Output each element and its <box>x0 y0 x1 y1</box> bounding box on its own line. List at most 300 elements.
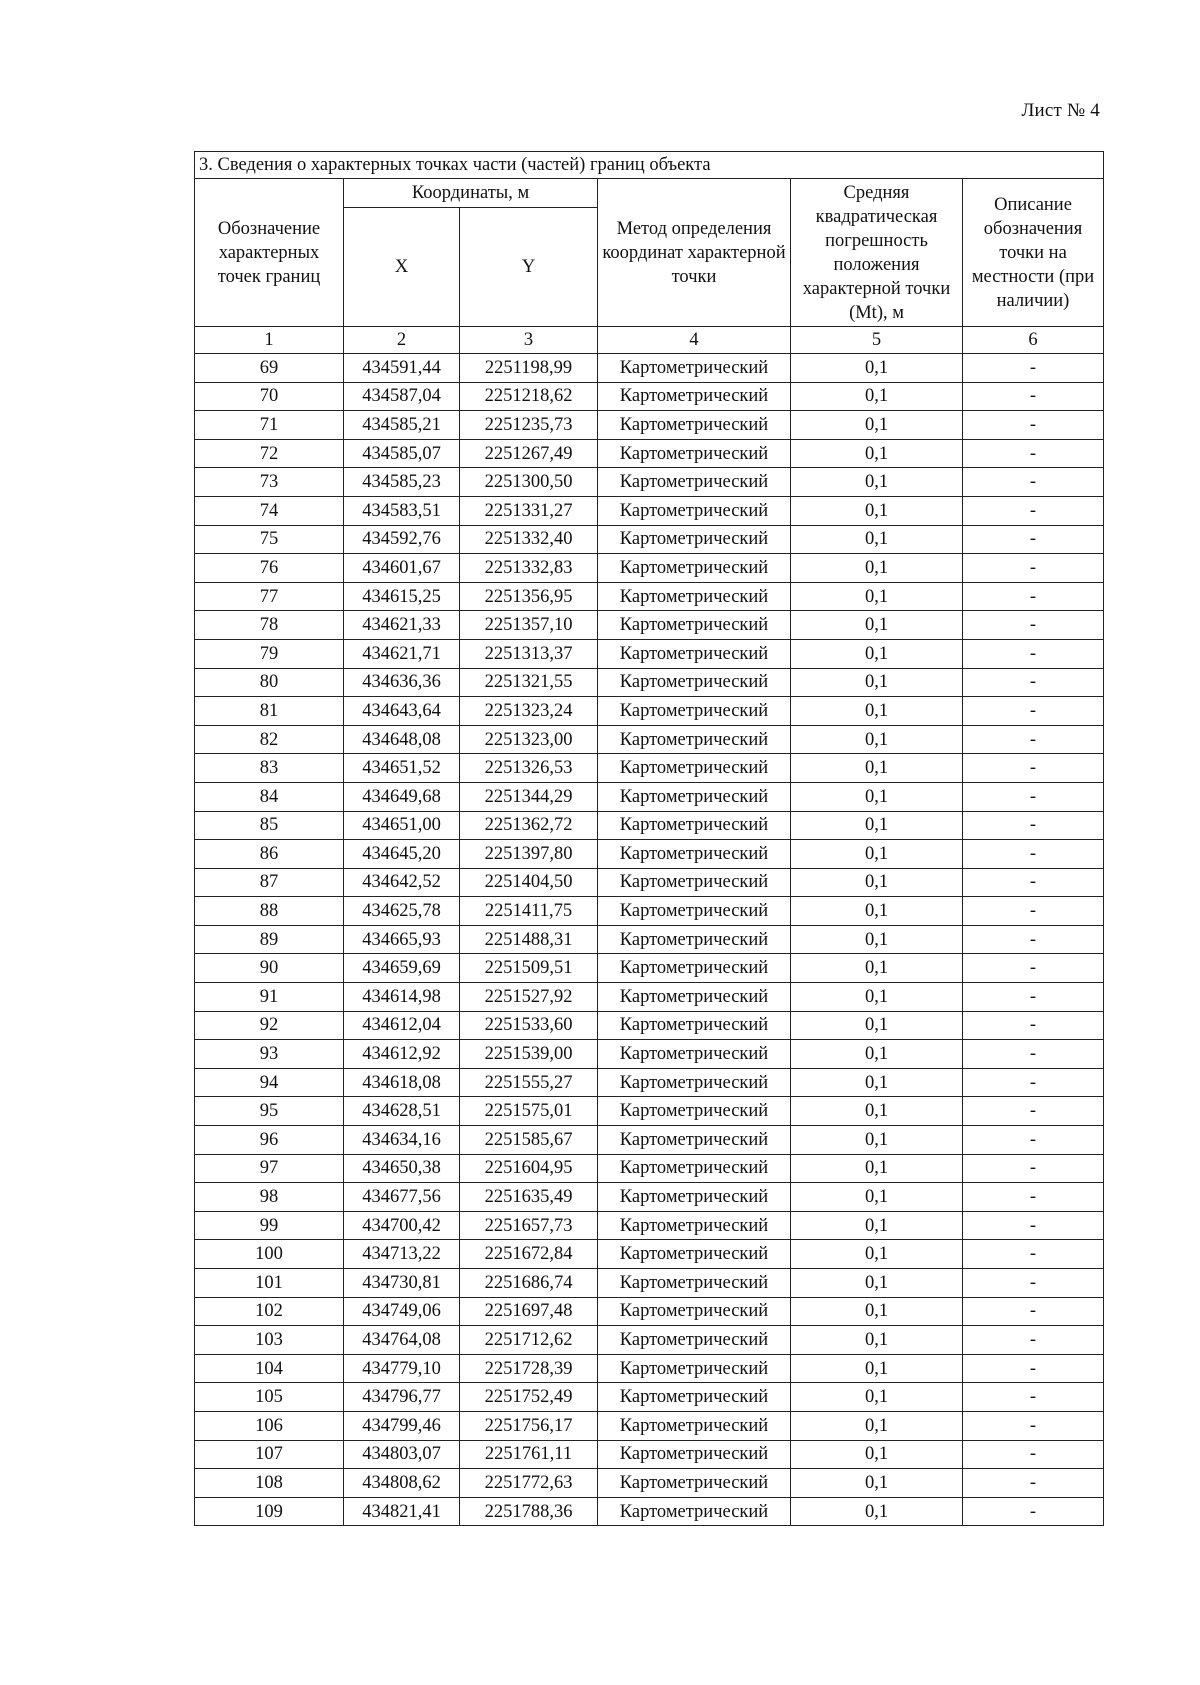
table-row <box>195 411 1104 440</box>
point-description-cell: - <box>963 1011 1104 1040</box>
column-number: 3 <box>460 327 598 354</box>
y-coordinate-cell: 2251728,39 <box>460 1354 598 1383</box>
x-coordinate-cell: 434659,69 <box>344 954 460 983</box>
table-row <box>195 697 1104 726</box>
mean-square-error-cell: 0,1 <box>791 1011 963 1040</box>
table-row <box>195 925 1104 954</box>
x-coordinate-cell: 434700,42 <box>344 1211 460 1240</box>
point-designation-cell: 88 <box>195 897 344 926</box>
method-cell: Картометрический <box>598 868 791 897</box>
point-designation-cell: 95 <box>195 1097 344 1126</box>
mean-square-error-cell: 0,1 <box>791 697 963 726</box>
point-description-cell: - <box>963 697 1104 726</box>
y-coordinate-cell: 2251657,73 <box>460 1211 598 1240</box>
x-coordinate-cell: 434730,81 <box>344 1269 460 1298</box>
header-x: X <box>344 208 460 327</box>
mean-square-error-cell: 0,1 <box>791 1068 963 1097</box>
mean-square-error-cell: 0,1 <box>791 868 963 897</box>
method-cell: Картометрический <box>598 697 791 726</box>
point-designation-cell: 78 <box>195 611 344 640</box>
table-row <box>195 1354 1104 1383</box>
mean-square-error-cell: 0,1 <box>791 1097 963 1126</box>
point-designation-cell: 91 <box>195 983 344 1012</box>
mean-square-error-cell: 0,1 <box>791 1269 963 1298</box>
point-description-cell: - <box>963 1469 1104 1498</box>
method-cell: Картометрический <box>598 611 791 640</box>
point-description-cell: - <box>963 468 1104 497</box>
y-coordinate-cell: 2251555,27 <box>460 1068 598 1097</box>
sheet-number-label: Лист № 4 <box>1021 100 1100 121</box>
point-description-cell: - <box>963 1383 1104 1412</box>
mean-square-error-cell: 0,1 <box>791 354 963 383</box>
header-y: Y <box>460 208 598 327</box>
table-row <box>195 983 1104 1012</box>
point-designation-cell: 94 <box>195 1068 344 1097</box>
point-designation-cell: 109 <box>195 1497 344 1526</box>
method-cell: Картометрический <box>598 1383 791 1412</box>
method-cell: Картометрический <box>598 1354 791 1383</box>
method-cell: Картометрический <box>598 1469 791 1498</box>
y-coordinate-cell: 2251323,24 <box>460 697 598 726</box>
mean-square-error-cell: 0,1 <box>791 1383 963 1412</box>
mean-square-error-cell: 0,1 <box>791 1326 963 1355</box>
x-coordinate-cell: 434585,23 <box>344 468 460 497</box>
method-cell: Картометрический <box>598 1297 791 1326</box>
point-description-cell: - <box>963 1269 1104 1298</box>
table-row <box>195 1240 1104 1269</box>
mean-square-error-cell: 0,1 <box>791 754 963 783</box>
y-coordinate-cell: 2251604,95 <box>460 1154 598 1183</box>
column-number-row <box>195 327 1104 354</box>
method-cell: Картометрический <box>598 496 791 525</box>
mean-square-error-cell: 0,1 <box>791 897 963 926</box>
x-coordinate-cell: 434642,52 <box>344 868 460 897</box>
y-coordinate-cell: 2251218,62 <box>460 382 598 411</box>
method-cell: Картометрический <box>598 582 791 611</box>
point-designation-cell: 93 <box>195 1040 344 1069</box>
point-designation-cell: 105 <box>195 1383 344 1412</box>
point-designation-cell: 90 <box>195 954 344 983</box>
x-coordinate-cell: 434591,44 <box>344 354 460 383</box>
point-description-cell: - <box>963 1440 1104 1469</box>
table-row <box>195 1269 1104 1298</box>
method-cell: Картометрический <box>598 782 791 811</box>
point-description-cell: - <box>963 1211 1104 1240</box>
table-row <box>195 1011 1104 1040</box>
y-coordinate-cell: 2251313,37 <box>460 639 598 668</box>
y-coordinate-cell: 2251752,49 <box>460 1383 598 1412</box>
table-row <box>195 382 1104 411</box>
point-designation-cell: 83 <box>195 754 344 783</box>
point-designation-cell: 74 <box>195 496 344 525</box>
table-row <box>195 1383 1104 1412</box>
point-designation-cell: 84 <box>195 782 344 811</box>
table-row <box>195 1469 1104 1498</box>
point-description-cell: - <box>963 754 1104 783</box>
table-row <box>195 582 1104 611</box>
x-coordinate-cell: 434612,92 <box>344 1040 460 1069</box>
method-cell: Картометрический <box>598 1497 791 1526</box>
point-description-cell: - <box>963 611 1104 640</box>
table-row <box>195 1497 1104 1526</box>
column-number: 2 <box>344 327 460 354</box>
method-cell: Картометрический <box>598 1011 791 1040</box>
x-coordinate-cell: 434614,98 <box>344 983 460 1012</box>
table-header <box>195 152 1104 354</box>
x-coordinate-cell: 434585,07 <box>344 439 460 468</box>
method-cell: Картометрический <box>598 639 791 668</box>
point-description-cell: - <box>963 525 1104 554</box>
mean-square-error-cell: 0,1 <box>791 811 963 840</box>
table-row <box>195 1297 1104 1326</box>
mean-square-error-cell: 0,1 <box>791 782 963 811</box>
point-designation-cell: 81 <box>195 697 344 726</box>
method-cell: Картометрический <box>598 1211 791 1240</box>
method-cell: Картометрический <box>598 897 791 926</box>
point-description-cell: - <box>963 554 1104 583</box>
method-cell: Картометрический <box>598 1097 791 1126</box>
y-coordinate-cell: 2251509,51 <box>460 954 598 983</box>
y-coordinate-cell: 2251761,11 <box>460 1440 598 1469</box>
x-coordinate-cell: 434713,22 <box>344 1240 460 1269</box>
point-description-cell: - <box>963 782 1104 811</box>
mean-square-error-cell: 0,1 <box>791 1240 963 1269</box>
point-description-cell: - <box>963 1068 1104 1097</box>
y-coordinate-cell: 2251357,10 <box>460 611 598 640</box>
x-coordinate-cell: 434601,67 <box>344 554 460 583</box>
y-coordinate-cell: 2251585,67 <box>460 1126 598 1155</box>
point-designation-cell: 77 <box>195 582 344 611</box>
point-description-cell: - <box>963 1040 1104 1069</box>
method-cell: Картометрический <box>598 725 791 754</box>
table-row <box>195 1183 1104 1212</box>
table-row <box>195 525 1104 554</box>
header-method: Метод определения координат характерной точки <box>598 179 791 327</box>
y-coordinate-cell: 2251235,73 <box>460 411 598 440</box>
mean-square-error-cell: 0,1 <box>791 1040 963 1069</box>
method-cell: Картометрический <box>598 840 791 869</box>
x-coordinate-cell: 434585,21 <box>344 411 460 440</box>
column-number: 1 <box>195 327 344 354</box>
method-cell: Картометрический <box>598 983 791 1012</box>
table-row <box>195 1040 1104 1069</box>
point-description-cell: - <box>963 1354 1104 1383</box>
x-coordinate-cell: 434796,77 <box>344 1383 460 1412</box>
mean-square-error-cell: 0,1 <box>791 1469 963 1498</box>
method-cell: Картометрический <box>598 668 791 697</box>
table-row <box>195 725 1104 754</box>
x-coordinate-cell: 434651,00 <box>344 811 460 840</box>
mean-square-error-cell: 0,1 <box>791 1297 963 1326</box>
point-designation-cell: 69 <box>195 354 344 383</box>
method-cell: Картометрический <box>598 439 791 468</box>
mean-square-error-cell: 0,1 <box>791 582 963 611</box>
method-cell: Картометрический <box>598 1326 791 1355</box>
point-designation-cell: 104 <box>195 1354 344 1383</box>
point-description-cell: - <box>963 1126 1104 1155</box>
point-designation-cell: 72 <box>195 439 344 468</box>
point-designation-cell: 98 <box>195 1183 344 1212</box>
point-description-cell: - <box>963 496 1104 525</box>
y-coordinate-cell: 2251539,00 <box>460 1040 598 1069</box>
x-coordinate-cell: 434615,25 <box>344 582 460 611</box>
method-cell: Картометрический <box>598 468 791 497</box>
point-designation-cell: 92 <box>195 1011 344 1040</box>
point-description-cell: - <box>963 1497 1104 1526</box>
method-cell: Картометрический <box>598 954 791 983</box>
y-coordinate-cell: 2251527,92 <box>460 983 598 1012</box>
x-coordinate-cell: 434634,16 <box>344 1126 460 1155</box>
x-coordinate-cell: 434618,08 <box>344 1068 460 1097</box>
table-row <box>195 811 1104 840</box>
mean-square-error-cell: 0,1 <box>791 496 963 525</box>
point-designation-cell: 82 <box>195 725 344 754</box>
x-coordinate-cell: 434592,76 <box>344 525 460 554</box>
x-coordinate-cell: 434612,04 <box>344 1011 460 1040</box>
mean-square-error-cell: 0,1 <box>791 525 963 554</box>
table-row <box>195 668 1104 697</box>
x-coordinate-cell: 434628,51 <box>344 1097 460 1126</box>
header-point-description: Описание обозначения точки на местности (при наличии) <box>963 179 1104 327</box>
x-coordinate-cell: 434583,51 <box>344 496 460 525</box>
y-coordinate-cell: 2251267,49 <box>460 439 598 468</box>
y-coordinate-cell: 2251362,72 <box>460 811 598 840</box>
point-designation-cell: 106 <box>195 1411 344 1440</box>
point-description-cell: - <box>963 354 1104 383</box>
table-row <box>195 468 1104 497</box>
table-row <box>195 1068 1104 1097</box>
x-coordinate-cell: 434821,41 <box>344 1497 460 1526</box>
point-description-cell: - <box>963 725 1104 754</box>
y-coordinate-cell: 2251331,27 <box>460 496 598 525</box>
table-row <box>195 1326 1104 1355</box>
method-cell: Картометрический <box>598 811 791 840</box>
column-number: 6 <box>963 327 1104 354</box>
point-designation-cell: 86 <box>195 840 344 869</box>
point-description-cell: - <box>963 897 1104 926</box>
table-row <box>195 354 1104 383</box>
point-designation-cell: 97 <box>195 1154 344 1183</box>
point-description-cell: - <box>963 954 1104 983</box>
mean-square-error-cell: 0,1 <box>791 1354 963 1383</box>
mean-square-error-cell: 0,1 <box>791 954 963 983</box>
x-coordinate-cell: 434648,08 <box>344 725 460 754</box>
method-cell: Картометрический <box>598 525 791 554</box>
table-row <box>195 554 1104 583</box>
method-cell: Картометрический <box>598 1068 791 1097</box>
column-number: 5 <box>791 327 963 354</box>
y-coordinate-cell: 2251635,49 <box>460 1183 598 1212</box>
x-coordinate-cell: 434749,06 <box>344 1297 460 1326</box>
x-coordinate-cell: 434636,36 <box>344 668 460 697</box>
y-coordinate-cell: 2251321,55 <box>460 668 598 697</box>
mean-square-error-cell: 0,1 <box>791 439 963 468</box>
y-coordinate-cell: 2251686,74 <box>460 1269 598 1298</box>
point-description-cell: - <box>963 1097 1104 1126</box>
point-description-cell: - <box>963 925 1104 954</box>
mean-square-error-cell: 0,1 <box>791 1154 963 1183</box>
point-designation-cell: 102 <box>195 1297 344 1326</box>
y-coordinate-cell: 2251533,60 <box>460 1011 598 1040</box>
x-coordinate-cell: 434803,07 <box>344 1440 460 1469</box>
point-description-cell: - <box>963 639 1104 668</box>
point-description-cell: - <box>963 840 1104 869</box>
table-row <box>195 1440 1104 1469</box>
y-coordinate-cell: 2251326,53 <box>460 754 598 783</box>
table-row <box>195 954 1104 983</box>
x-coordinate-cell: 434645,20 <box>344 840 460 869</box>
x-coordinate-cell: 434643,64 <box>344 697 460 726</box>
y-coordinate-cell: 2251356,95 <box>460 582 598 611</box>
x-coordinate-cell: 434665,93 <box>344 925 460 954</box>
point-designation-cell: 101 <box>195 1269 344 1298</box>
method-cell: Картометрический <box>598 1440 791 1469</box>
point-description-cell: - <box>963 1183 1104 1212</box>
point-designation-cell: 96 <box>195 1126 344 1155</box>
x-coordinate-cell: 434587,04 <box>344 382 460 411</box>
y-coordinate-cell: 2251198,99 <box>460 354 598 383</box>
point-description-cell: - <box>963 811 1104 840</box>
point-designation-cell: 79 <box>195 639 344 668</box>
point-description-cell: - <box>963 668 1104 697</box>
table-row <box>195 754 1104 783</box>
y-coordinate-cell: 2251756,17 <box>460 1411 598 1440</box>
method-cell: Картометрический <box>598 1411 791 1440</box>
header-designation: Обозначение характерных точек границ <box>195 179 344 327</box>
method-cell: Картометрический <box>598 1040 791 1069</box>
mean-square-error-cell: 0,1 <box>791 1411 963 1440</box>
table-row <box>195 782 1104 811</box>
header-mean-square-error: Средняя квадратическая погрешность положения характерной точки (Mt), м <box>791 179 963 327</box>
method-cell: Картометрический <box>598 1183 791 1212</box>
mean-square-error-cell: 0,1 <box>791 382 963 411</box>
mean-square-error-cell: 0,1 <box>791 611 963 640</box>
mean-square-error-cell: 0,1 <box>791 725 963 754</box>
y-coordinate-cell: 2251697,48 <box>460 1297 598 1326</box>
table-row <box>195 868 1104 897</box>
x-coordinate-cell: 434764,08 <box>344 1326 460 1355</box>
x-coordinate-cell: 434650,38 <box>344 1154 460 1183</box>
point-description-cell: - <box>963 1240 1104 1269</box>
mean-square-error-cell: 0,1 <box>791 668 963 697</box>
point-designation-cell: 100 <box>195 1240 344 1269</box>
mean-square-error-cell: 0,1 <box>791 1126 963 1155</box>
table-row <box>195 1154 1104 1183</box>
y-coordinate-cell: 2251344,29 <box>460 782 598 811</box>
point-description-cell: - <box>963 382 1104 411</box>
y-coordinate-cell: 2251672,84 <box>460 1240 598 1269</box>
mean-square-error-cell: 0,1 <box>791 639 963 668</box>
point-designation-cell: 85 <box>195 811 344 840</box>
y-coordinate-cell: 2251788,36 <box>460 1497 598 1526</box>
x-coordinate-cell: 434621,33 <box>344 611 460 640</box>
method-cell: Картометрический <box>598 554 791 583</box>
x-coordinate-cell: 434625,78 <box>344 897 460 926</box>
y-coordinate-cell: 2251332,83 <box>460 554 598 583</box>
point-description-cell: - <box>963 983 1104 1012</box>
x-coordinate-cell: 434677,56 <box>344 1183 460 1212</box>
method-cell: Картометрический <box>598 1240 791 1269</box>
method-cell: Картометрический <box>598 354 791 383</box>
point-designation-cell: 75 <box>195 525 344 554</box>
method-cell: Картометрический <box>598 382 791 411</box>
method-cell: Картометрический <box>598 925 791 954</box>
y-coordinate-cell: 2251300,50 <box>460 468 598 497</box>
x-coordinate-cell: 434649,68 <box>344 782 460 811</box>
point-designation-cell: 87 <box>195 868 344 897</box>
mean-square-error-cell: 0,1 <box>791 1211 963 1240</box>
table-body <box>195 354 1104 1526</box>
y-coordinate-cell: 2251332,40 <box>460 525 598 554</box>
point-designation-cell: 71 <box>195 411 344 440</box>
y-coordinate-cell: 2251397,80 <box>460 840 598 869</box>
point-description-cell: - <box>963 1154 1104 1183</box>
y-coordinate-cell: 2251488,31 <box>460 925 598 954</box>
mean-square-error-cell: 0,1 <box>791 554 963 583</box>
x-coordinate-cell: 434621,71 <box>344 639 460 668</box>
point-designation-cell: 70 <box>195 382 344 411</box>
point-designation-cell: 103 <box>195 1326 344 1355</box>
header-coordinates: Координаты, м <box>344 179 598 208</box>
point-designation-cell: 73 <box>195 468 344 497</box>
table-row <box>195 1097 1104 1126</box>
table-row <box>195 611 1104 640</box>
point-description-cell: - <box>963 411 1104 440</box>
table-row <box>195 1211 1104 1240</box>
mean-square-error-cell: 0,1 <box>791 840 963 869</box>
table-row <box>195 1126 1104 1155</box>
point-description-cell: - <box>963 868 1104 897</box>
mean-square-error-cell: 0,1 <box>791 925 963 954</box>
x-coordinate-cell: 434651,52 <box>344 754 460 783</box>
method-cell: Картометрический <box>598 1126 791 1155</box>
table-row <box>195 639 1104 668</box>
table-row <box>195 496 1104 525</box>
y-coordinate-cell: 2251411,75 <box>460 897 598 926</box>
mean-square-error-cell: 0,1 <box>791 411 963 440</box>
x-coordinate-cell: 434808,62 <box>344 1469 460 1498</box>
characteristic-points-table <box>194 151 1104 1526</box>
point-description-cell: - <box>963 582 1104 611</box>
point-designation-cell: 108 <box>195 1469 344 1498</box>
table-row <box>195 439 1104 468</box>
mean-square-error-cell: 0,1 <box>791 1440 963 1469</box>
mean-square-error-cell: 0,1 <box>791 983 963 1012</box>
point-designation-cell: 76 <box>195 554 344 583</box>
y-coordinate-cell: 2251712,62 <box>460 1326 598 1355</box>
column-number: 4 <box>598 327 791 354</box>
table-row <box>195 840 1104 869</box>
point-description-cell: - <box>963 1326 1104 1355</box>
y-coordinate-cell: 2251575,01 <box>460 1097 598 1126</box>
mean-square-error-cell: 0,1 <box>791 468 963 497</box>
point-designation-cell: 89 <box>195 925 344 954</box>
point-description-cell: - <box>963 439 1104 468</box>
x-coordinate-cell: 434779,10 <box>344 1354 460 1383</box>
point-designation-cell: 99 <box>195 1211 344 1240</box>
point-designation-cell: 107 <box>195 1440 344 1469</box>
table-row <box>195 1411 1104 1440</box>
x-coordinate-cell: 434799,46 <box>344 1411 460 1440</box>
y-coordinate-cell: 2251772,63 <box>460 1469 598 1498</box>
method-cell: Картометрический <box>598 754 791 783</box>
y-coordinate-cell: 2251404,50 <box>460 868 598 897</box>
point-description-cell: - <box>963 1297 1104 1326</box>
mean-square-error-cell: 0,1 <box>791 1497 963 1526</box>
point-designation-cell: 80 <box>195 668 344 697</box>
y-coordinate-cell: 2251323,00 <box>460 725 598 754</box>
table-row <box>195 897 1104 926</box>
